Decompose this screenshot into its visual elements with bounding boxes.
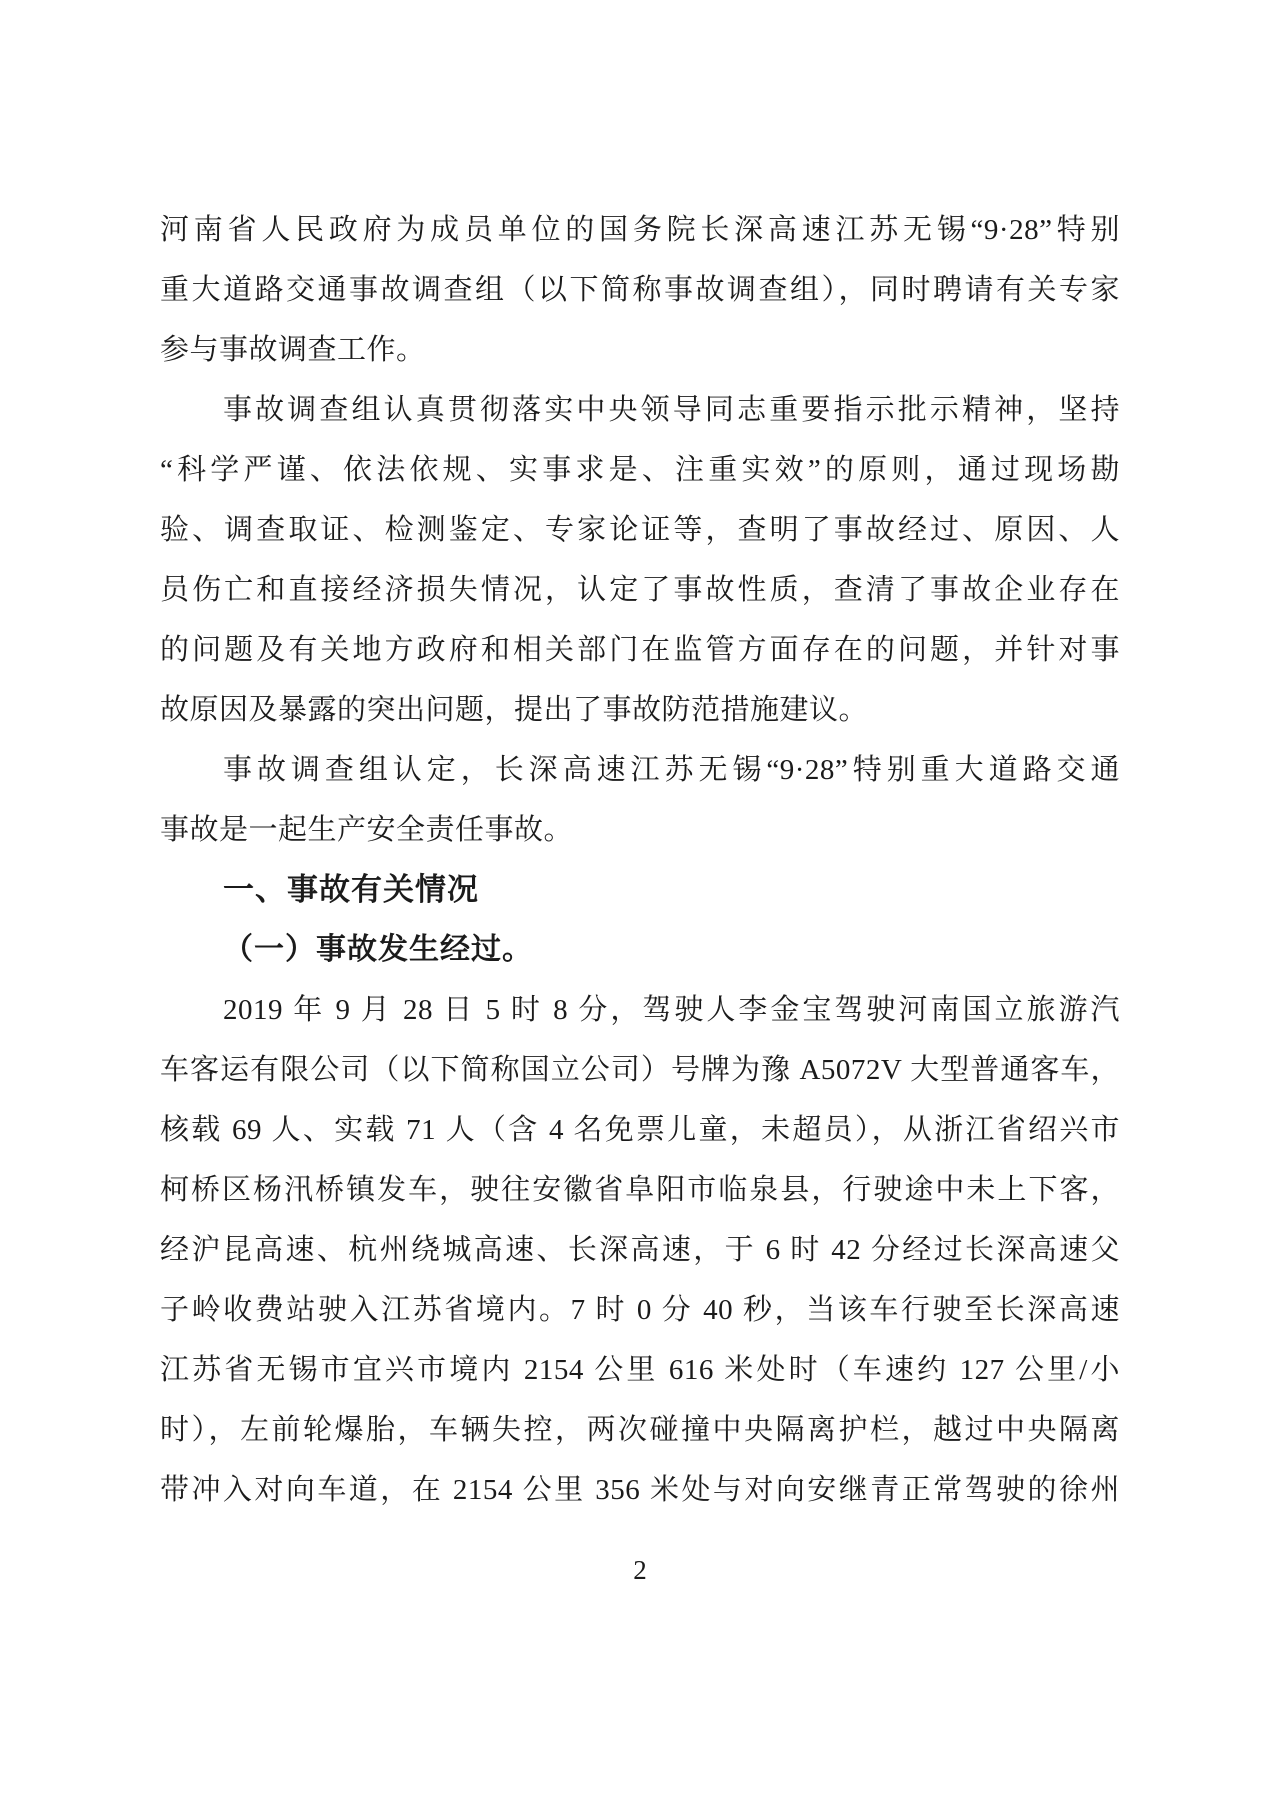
document-text-block (160, 200, 1120, 1520)
text-line: 事故调查组认定，长深高速江苏无锡“9·28”特别重大道路交通 (223, 754, 1120, 786)
text-line: 事故调查组认真贯彻落实中央领导同志重要指示批示精神，坚持 (223, 394, 1120, 426)
text-line: 柯桥区杨汛桥镇发车，驶往安徽省阜阳市临泉县，行驶途中未上下客， (160, 1174, 1120, 1206)
text-line: 参与事故调查工作。 (160, 334, 426, 366)
text-line: 核载 69 人、实载 71 人（含 4 名免票儿童，未超员），从浙江省绍兴市 (160, 1114, 1120, 1146)
text-line: 事故是一起生产安全责任事故。 (160, 814, 574, 846)
text-line: 河南省人民政府为成员单位的国务院长深高速江苏无锡“9·28”特别 (160, 214, 1120, 246)
text-line: 的问题及有关地方政府和相关部门在监管方面存在的问题，并针对事 (160, 634, 1120, 666)
page-number: 2 (633, 1555, 647, 1585)
text-line: “科学严谨、依法依规、实事求是、注重实效”的原则，通过现场勘 (160, 454, 1120, 486)
text-line: 带冲入对向车道，在 2154 公里 356 米处与对向安继青正常驾驶的徐州 (160, 1474, 1120, 1506)
section-heading: 一、事故有关情况 (223, 872, 479, 907)
text-line: 重大道路交通事故调查组（以下简称事故调查组），同时聘请有关专家 (160, 274, 1120, 306)
text-line: 经沪昆高速、杭州绕城高速、长深高速，于 6 时 42 分经过长深高速父 (160, 1234, 1120, 1266)
text-line: 验、调查取证、检测鉴定、专家论证等，查明了事故经过、原因、人 (160, 514, 1120, 546)
text-line: 时），左前轮爆胎，车辆失控，两次碰撞中央隔离护栏，越过中央隔离 (160, 1414, 1120, 1446)
subsection-heading: （一）事故发生经过。 (223, 933, 533, 966)
text-line: 故原因及暴露的突出问题，提出了事故防范措施建议。 (160, 694, 869, 726)
text-line: 车客运有限公司（以下简称国立公司）号牌为豫 A5072V 大型普通客车， (160, 1054, 1120, 1086)
text-line: 江苏省无锡市宜兴市境内 2154 公里 616 米处时（车速约 127 公里/小 (160, 1354, 1120, 1386)
text-line: 2019 年 9 月 28 日 5 时 8 分，驾驶人李金宝驾驶河南国立旅游汽 (223, 994, 1120, 1026)
text-line: 子岭收费站驶入江苏省境内。7 时 0 分 40 秒，当该车行驶至长深高速 (160, 1294, 1120, 1326)
text-line: 员伤亡和直接经济损失情况，认定了事故性质，查清了事故企业存在 (160, 574, 1120, 606)
